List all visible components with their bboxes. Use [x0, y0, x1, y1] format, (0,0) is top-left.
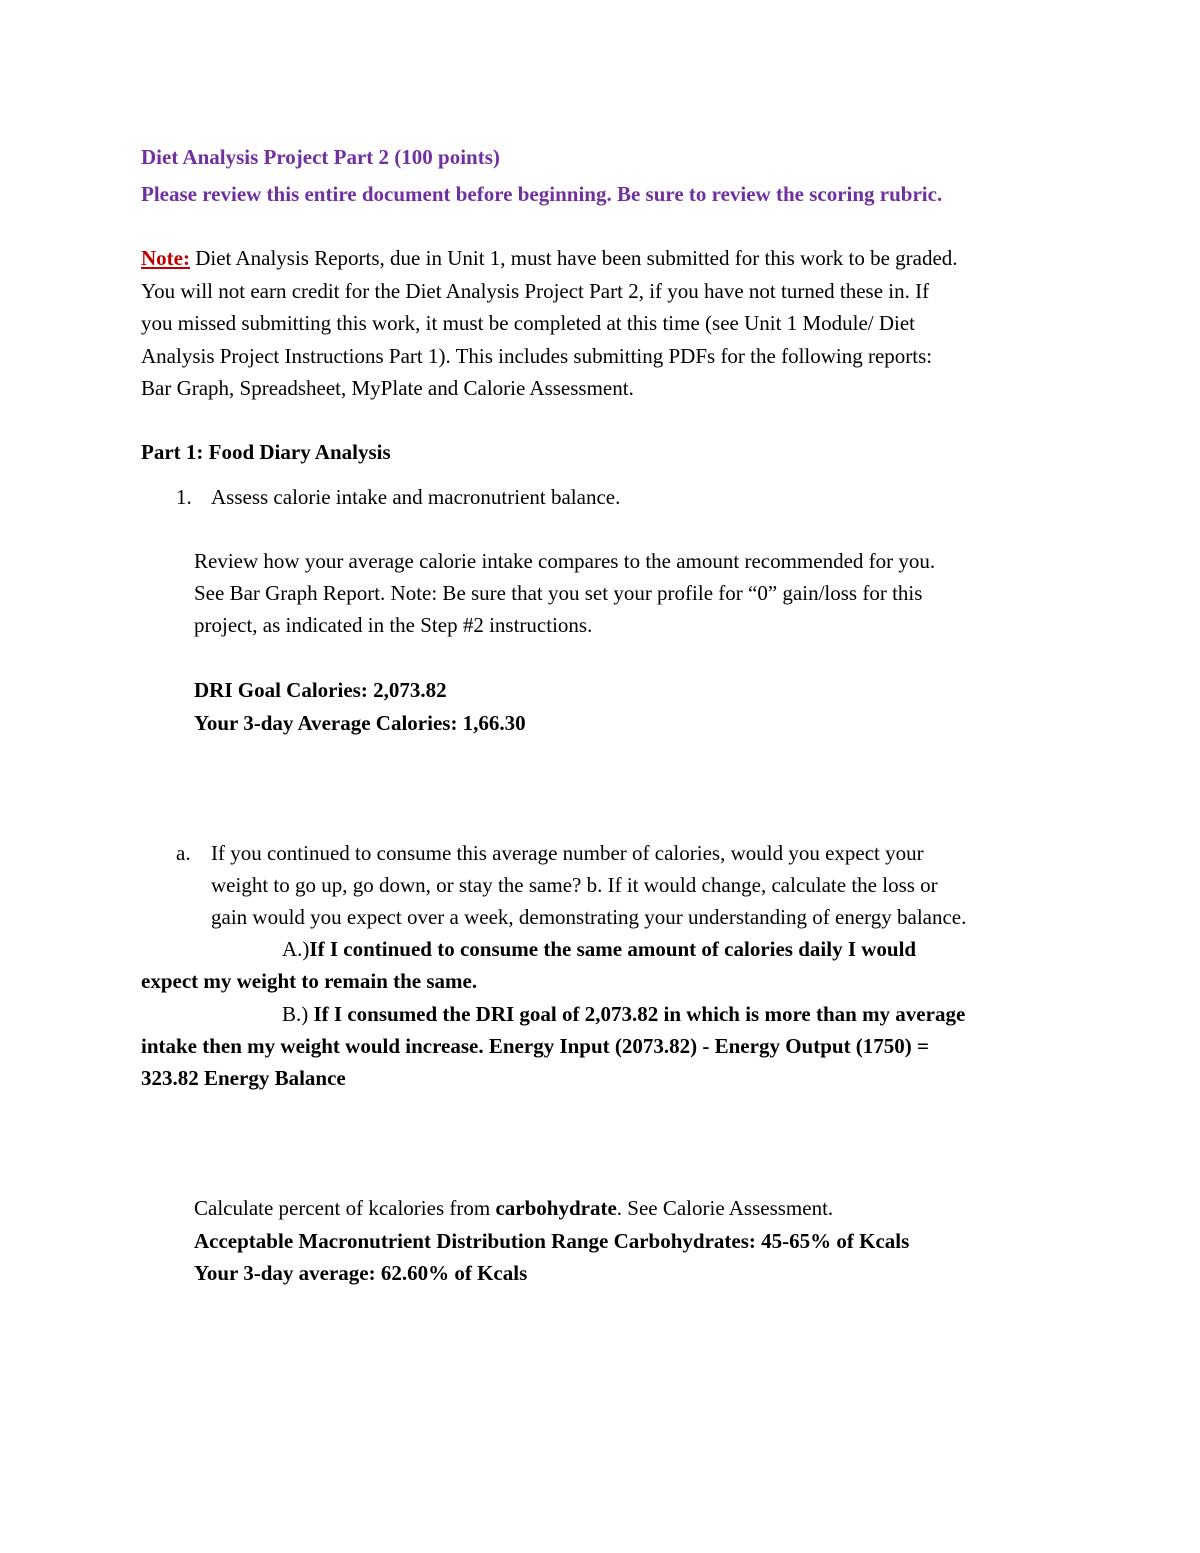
- review-line-2: See Bar Graph Report. Note: Be sure that you set your profile for “0” gain/loss for this: [194, 581, 923, 605]
- note-label: Note:: [141, 246, 190, 270]
- answer-b-line-2: intake then my weight would increase. Energy Input (2073.82) - Energy Output (1750) =: [141, 1034, 930, 1058]
- answer-b-prefix: B.): [282, 1002, 314, 1026]
- note-text: Diet Analysis Reports, due in Unit 1, must have been submitted for this work to be graded.: [189, 246, 958, 270]
- carb-instruction: [194, 1198, 833, 1219]
- dri-goal-calories: DRI Goal Calories: 2,073.82: [194, 678, 447, 702]
- carb-instruction-post: . See Calorie Assessment.: [616, 1196, 834, 1220]
- answer-b-line-3: 323.82 Energy Balance: [141, 1066, 346, 1090]
- list-letter-a: a.: [176, 841, 191, 865]
- answer-b-text: If I consumed the DRI goal of 2,073.82 in which is more than my average: [313, 1002, 966, 1026]
- review-line-1: Review how your average calorie intake compares to the amount recommended for you.: [194, 549, 936, 573]
- note-paragraph-line-3: you missed submitting this work, it must be completed at this time (see Unit 1 Module/ Diet: [141, 311, 916, 335]
- review-instruction: Please review this entire document before beginning. Be sure to review the scoring rubric.: [141, 182, 943, 206]
- question-a-line-3: gain would you expect over a week, demonstrating your understanding of energy balance.: [211, 905, 967, 929]
- document-title: Diet Analysis Project Part 2 (100 points): [141, 145, 500, 169]
- note-paragraph-line-4: Analysis Project Instructions Part 1). This includes submitting PDFs for the following reports:: [141, 344, 933, 368]
- carb-average: Your 3-day average: 62.60% of Kcals: [194, 1261, 528, 1285]
- carb-amdr-range: Acceptable Macronutrient Distribution Range Carbohydrates: 45-65% of Kcals: [194, 1229, 910, 1253]
- carb-instruction-keyword: carbohydrate: [495, 1196, 617, 1220]
- note-paragraph-line-5: Bar Graph, Spreadsheet, MyPlate and Calorie Assessment.: [141, 376, 634, 400]
- answer-b-line-1: [282, 1004, 965, 1025]
- note-paragraph-line-1: [141, 248, 958, 269]
- average-calories: Your 3-day Average Calories: 1,66.30: [194, 711, 526, 735]
- part1-heading: Part 1: Food Diary Analysis: [141, 440, 391, 464]
- question-a-line-1: If you continued to consume this average number of calories, would you expect your: [211, 841, 924, 865]
- note-paragraph-line-2: You will not earn credit for the Diet Analysis Project Part 2, if you have not turned these in. If: [141, 279, 930, 303]
- answer-a-line-2: expect my weight to remain the same.: [141, 969, 478, 993]
- review-line-3: project, as indicated in the Step #2 instructions.: [194, 613, 593, 637]
- answer-a-prefix: A.): [282, 937, 310, 961]
- list-item-1-text: Assess calorie intake and macronutrient balance.: [211, 485, 621, 509]
- carb-instruction-pre: Calculate percent of kcalories from: [194, 1196, 496, 1220]
- question-a-line-2: weight to go up, go down, or stay the same? b. If it would change, calculate the loss or: [211, 873, 938, 897]
- answer-a-line-1: [282, 939, 916, 960]
- answer-a-text: If I continued to consume the same amount of calories daily I would: [309, 937, 917, 961]
- list-number-1: 1.: [176, 485, 192, 509]
